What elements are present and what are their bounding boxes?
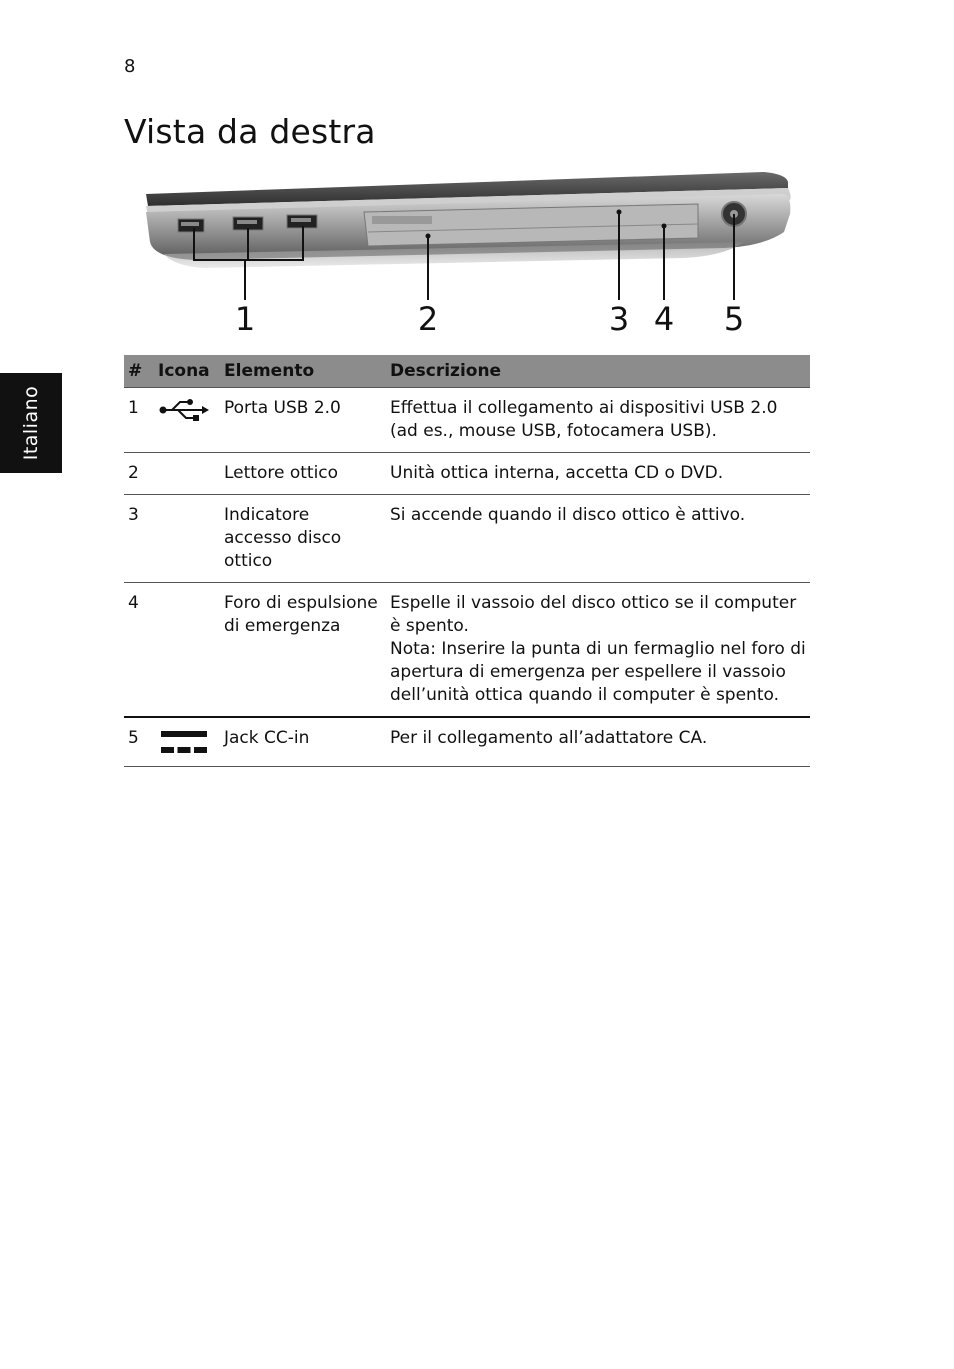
- row-description-text: Espelle il vassoio del disco ottico se il computer è spento.: [390, 593, 797, 636]
- dc-in-icon: [158, 727, 210, 757]
- table-row: [124, 717, 810, 767]
- row-description: Si accende quando il disco ottico è attivo.: [386, 495, 810, 583]
- right-view-table: [124, 355, 810, 767]
- page-title: Vista da destra: [124, 112, 376, 151]
- row-description: Per il collegamento all’adattatore CA.: [386, 717, 810, 767]
- language-side-tab-label: Italiano: [20, 385, 42, 461]
- row-item: Foro di espulsione di emergenza: [220, 583, 386, 718]
- row-num: 4: [124, 583, 154, 718]
- table-row: [124, 495, 810, 583]
- table-row: [124, 453, 810, 495]
- table-row: [124, 583, 810, 718]
- row-item: Indicatore accesso disco ottico: [220, 495, 386, 583]
- row-icon: [154, 717, 220, 767]
- row-item: Lettore ottico: [220, 453, 386, 495]
- row-num: 1: [124, 388, 154, 453]
- callout-4: 4: [653, 300, 675, 338]
- header-num: #: [124, 355, 154, 388]
- page-number: 8: [124, 56, 136, 77]
- row-icon: [154, 388, 220, 453]
- row-icon: [154, 453, 220, 495]
- callout-2: 2: [417, 300, 439, 338]
- row-item: Porta USB 2.0: [220, 388, 386, 453]
- row-icon: [154, 583, 220, 718]
- usb-icon: [158, 397, 210, 423]
- callout-3: 3: [608, 300, 630, 338]
- row-item: Jack CC-in: [220, 717, 386, 767]
- note-label: Nota:: [390, 639, 436, 659]
- header-icon: Icona: [154, 355, 220, 388]
- row-num: 2: [124, 453, 154, 495]
- row-icon: [154, 495, 220, 583]
- row-num: 3: [124, 495, 154, 583]
- note-text: Inserire la punta di un fermaglio nel foro di apertura di emergenza per espellere il vassoio dell’unità ottica quando il computer è spento.: [390, 639, 806, 705]
- table-row: [124, 388, 810, 453]
- header-item: Elemento: [220, 355, 386, 388]
- laptop-right-side-illustration: [124, 168, 814, 343]
- callout-1: 1: [234, 300, 256, 338]
- row-description: Effettua il collegamento ai dispositivi USB 2.0 (ad es., mouse USB, fotocamera USB).: [386, 388, 810, 453]
- row-description: [386, 583, 810, 718]
- row-num: 5: [124, 717, 154, 767]
- row-description: Unità ottica interna, accetta CD o DVD.: [386, 453, 810, 495]
- header-description: Descrizione: [386, 355, 810, 388]
- callout-5: 5: [723, 300, 745, 338]
- language-side-tab: [0, 373, 62, 473]
- table-header-row: [124, 355, 810, 388]
